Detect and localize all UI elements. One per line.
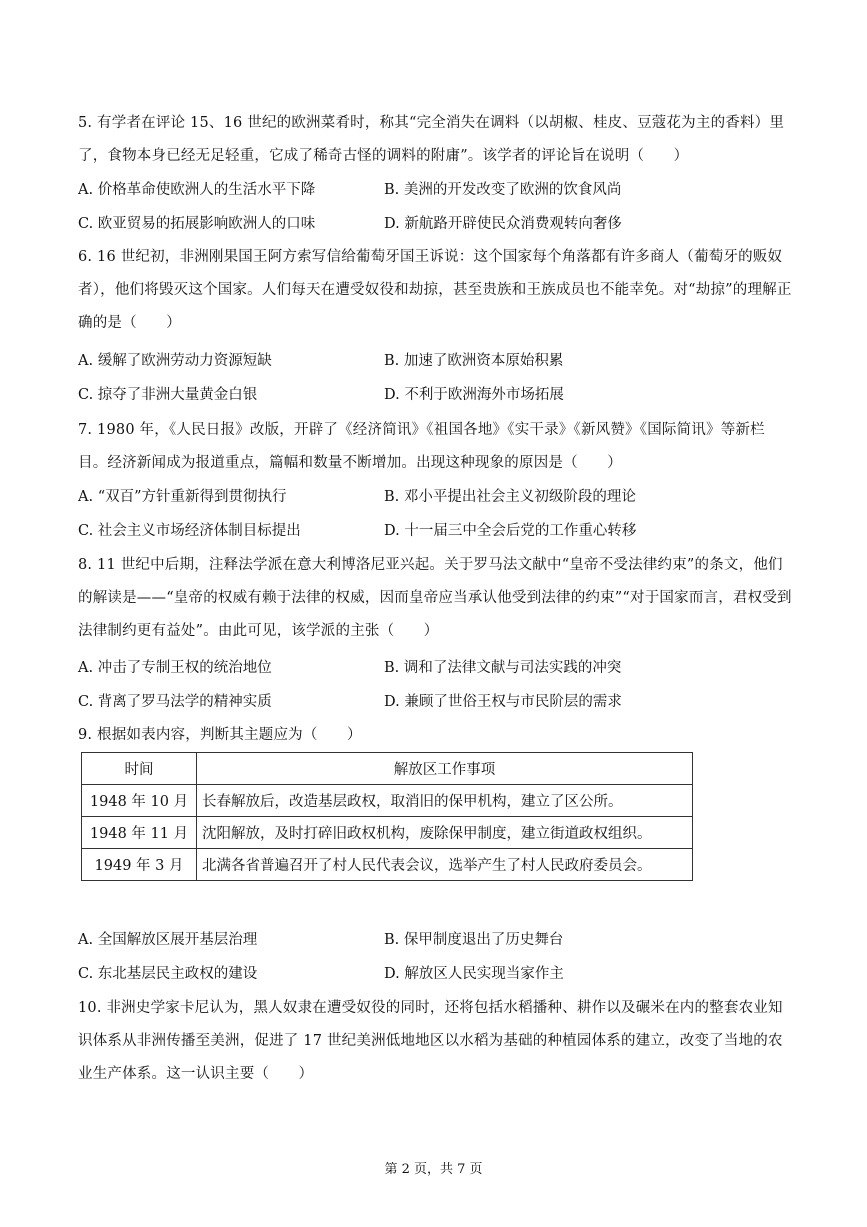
question-7-option-d: D. 十一届三中全会后党的工作重心转移: [384, 523, 637, 539]
question-9-option-b: B. 保甲制度退出了历史舞台: [384, 932, 564, 948]
question-8-option-c: C. 背离了罗马法学的精神实质: [78, 694, 272, 710]
question-7-option-b: B. 邓小平提出社会主义初级阶段的理论: [384, 489, 636, 505]
question-9-option-d: D. 解放区人民实现当家作主: [384, 966, 564, 982]
question-6-options-row-1: [78, 349, 794, 373]
question-7-option-c: C. 社会主义市场经济体制目标提出: [78, 523, 301, 539]
page-footer: 第 2 页，共 7 页: [384, 1162, 483, 1177]
question-7-options-row-2: [78, 519, 794, 543]
table-cell-work: 长春解放后，改造基层政权，取消旧的保甲机构，建立了区公所。: [197, 785, 693, 817]
question-6-stem: 6. 16 世纪初，非洲刚果国王阿方索写信给葡萄牙国王诉说：这个国家每个角落都有许多商人（葡萄牙的贩奴者），他们将毁灭这个国家。人们每天在遭受奴役和劫掠，甚至贵族和王族成员也不能幸免。对“劫掠”的理解正确的是（ ）: [78, 249, 792, 331]
question-9-stem: 9. 根据如表内容，判断其主题应为（ ）: [78, 727, 362, 743]
question-5-options-row-1: [78, 178, 794, 202]
liberated-area-table: [81, 752, 693, 881]
question-6-option-b: B. 加速了欧洲资本原始积累: [384, 353, 564, 369]
question-8-option-d: D. 兼顾了世俗王权与市民阶层的需求: [384, 694, 622, 710]
question-5-options-row-2: [78, 212, 794, 236]
table-cell-work: 沈阳解放，及时打碎旧政权机构，废除保甲制度，建立街道政权组织。: [197, 817, 693, 849]
question-5-option-d: D. 新航路开辟使民众消费观转向奢侈: [384, 216, 622, 232]
question-6-option-c: C. 掠夺了非洲大量黄金白银: [78, 387, 258, 403]
question-7-option-a: A. “双百”方针重新得到贯彻执行: [78, 489, 287, 505]
table-cell-time: 1948 年 10 月: [82, 785, 197, 817]
question-9-options-row-1: [78, 928, 794, 952]
question-5-option-b: B. 美洲的开发改变了欧洲的饮食风尚: [384, 182, 622, 198]
table-cell-time: 1948 年 11 月: [82, 817, 197, 849]
question-8-option-b: B. 调和了法律文献与司法实践的冲突: [384, 660, 622, 676]
table-row: [82, 849, 693, 881]
question-6-options-row-2: [78, 383, 794, 407]
table-cell-work: 北满各省普遍召开了村人民代表会议，选举产生了村人民政府委员会。: [197, 849, 693, 881]
question-5-stem: 5. 有学者在评论 15、16 世纪的欧洲菜肴时，称其“完全消失在调料（以胡椒、桂皮、豆蔻花为主的香料）里了，食物本身已经无足轻重，它成了稀奇古怪的调料的附庸”。该学者的评论旨在说明（ ）: [78, 115, 785, 164]
table-header-row: [82, 753, 693, 785]
question-7-stem: 7. 1980 年，《人民日报》改版，开辟了《经济简讯》《祖国各地》《实干录》《新风赞》《国际简讯》等新栏目。经济新闻成为报道重点，篇幅和数量不断增加。出现这种现象的原因是（ ）: [78, 422, 765, 471]
table-row: [82, 785, 693, 817]
table-header-time: 时间: [82, 753, 197, 785]
question-10-stem: 10. 非洲史学家卡尼认为，黑人奴隶在遭受奴役的同时，还将包括水稻播种、耕作以及碾米在内的整套农业知识体系从非洲传播至美洲，促进了 17 世纪美洲低地地区以水稻为基础的种植园体系的建立，改变了当地的农业生产体系。这一认识主要（ ）: [78, 1000, 783, 1082]
question-5-option-c: C. 欧亚贸易的拓展影响欧洲人的口味: [78, 216, 316, 232]
table-row: [82, 817, 693, 849]
question-7-options-row-1: [78, 485, 794, 509]
table-header-work: 解放区工作事项: [197, 753, 693, 785]
question-8-option-a: A. 冲击了专制王权的统治地位: [78, 660, 272, 676]
question-9-options-row-2: [78, 962, 794, 986]
question-9-option-c: C. 东北基层民主政权的建设: [78, 966, 258, 982]
question-8-stem: 8. 11 世纪中后期，注释法学派在意大利博洛尼亚兴起。关于罗马法文献中“皇帝不受法律约束”的条文，他们的解读是——“皇帝的权威有赖于法律的权威，因而皇帝应当承认他受到法律的约束”“对于国家而言，君权受到法律制约更有益处”。由此可见，该学派的主张（ ）: [78, 557, 792, 639]
table-cell-time: 1949 年 3 月: [82, 849, 197, 881]
question-5-option-a: A. 价格革命使欧洲人的生活水平下降: [78, 182, 316, 198]
question-8-options-row-2: [78, 690, 794, 714]
question-6-option-a: A. 缓解了欧洲劳动力资源短缺: [78, 353, 272, 369]
question-9-option-a: A. 全国解放区展开基层治理: [78, 932, 258, 948]
question-8-options-row-1: [78, 656, 794, 680]
question-6-option-d: D. 不利于欧洲海外市场拓展: [384, 387, 564, 403]
